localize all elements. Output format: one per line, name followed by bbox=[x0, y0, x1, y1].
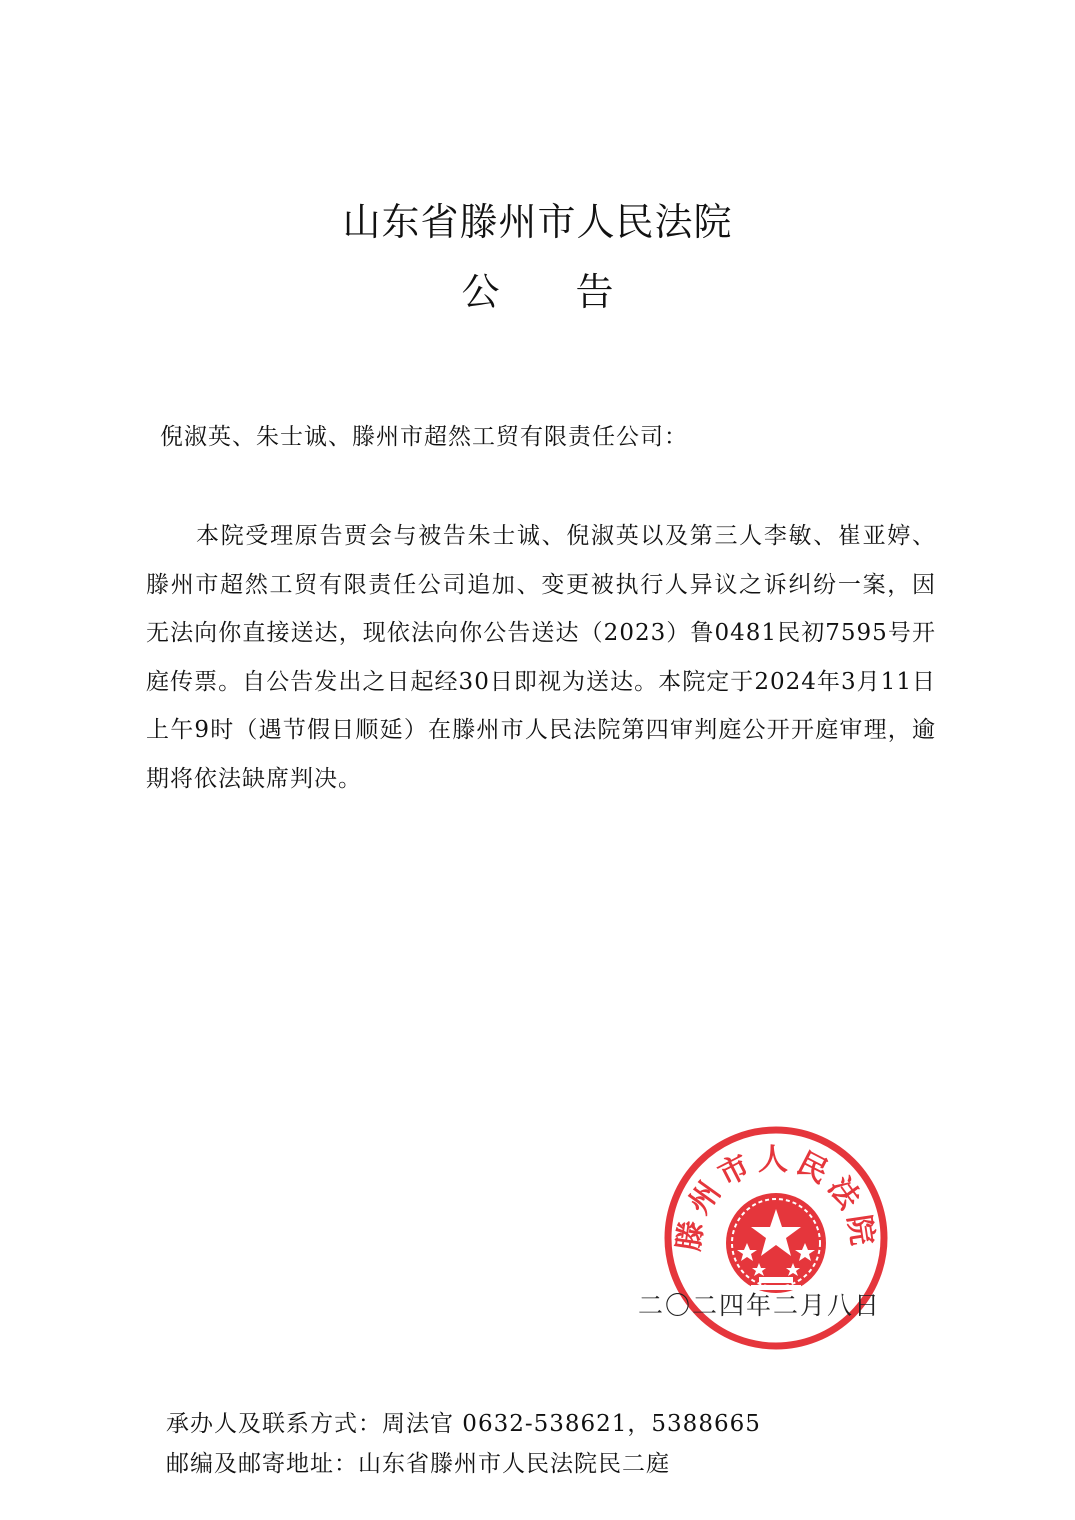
svg-text:滕州市人民法院: 滕州市人民法院 bbox=[671, 1142, 881, 1254]
national-emblem-icon bbox=[726, 1193, 826, 1293]
notice-body-paragraph: 本院受理原告贾会与被告朱士诚、倪淑英以及第三人李敏、崔亚婷、滕州市超然工贸有限责任公司追加、变更被执行人异议之诉纠纷一案，因无法向你直接送达，现依法向你公告送达（2023）鲁0481民初7595号开庭传票。自公告发出之日起经30日即视为送达。本院定于2024年3月11日上午9时（遇节假日顺延）在滕州市人民法院第四审判庭公开开庭审理，逾期将依法缺席判决。 bbox=[146, 523, 936, 792]
issue-date: 二〇二四年二月八日 bbox=[638, 1291, 882, 1320]
document-type-title: 公 告 bbox=[461, 270, 614, 314]
addressee-line: 倪淑英、朱士诚、滕州市超然工贸有限责任公司： bbox=[160, 424, 688, 450]
mailing-address-line: 邮编及邮寄地址：山东省滕州市人民法院民二庭 bbox=[166, 1451, 670, 1477]
contact-info-line: 承办人及联系方式：周法官 0632-538621，5388665 bbox=[166, 1411, 761, 1437]
court-name-title: 山东省滕州市人民法院 bbox=[342, 200, 733, 244]
